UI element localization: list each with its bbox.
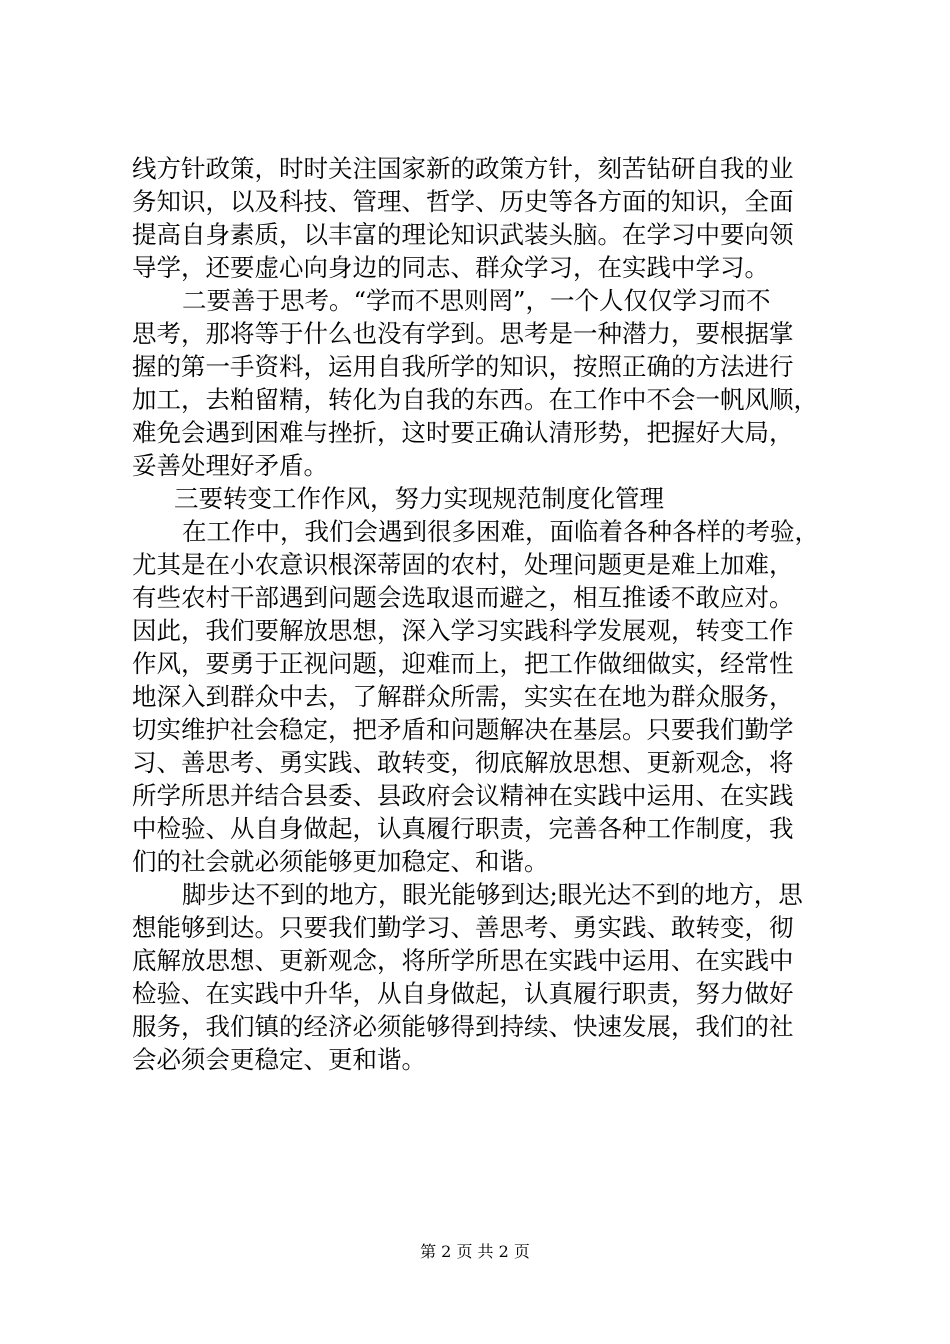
text-line: 地深入到群众中去，了解群众所需，实实在在地为群众服务， <box>132 682 794 711</box>
text-line: 因此，我们要解放思想，深入学习实践科学发展观，转变工作 <box>132 616 794 645</box>
text-line: 服务，我们镇的经济必须能够得到持续、快速发展，我们的社 <box>132 1012 794 1041</box>
text-line: 有些农村干部遇到问题会选取退而避之，相互推诿不敢应对。 <box>132 583 794 612</box>
text-line: 底解放思想、更新观念，将所学所思在实践中运用、在实践中 <box>132 946 794 975</box>
text-line: 务知识，以及科技、管理、哲学、历史等各方面的知识，全面 <box>132 187 794 216</box>
text-line: 在工作中，我们会遇到很多困难，面临着各种各样的考验， <box>182 517 819 546</box>
text-line: 三要转变工作作风，努力实现规范制度化管理 <box>174 484 664 513</box>
text-line: 线方针政策，时时关注国家新的政策方针，刻苦钻研自我的业 <box>132 154 794 183</box>
text-line: 会必须会更稳定、更和谐。 <box>132 1045 426 1074</box>
text-line: 妥善处理好矛盾。 <box>132 451 328 480</box>
document-body <box>132 152 832 1076</box>
text-line: 想能够到达。只要我们勤学习、善思考、勇实践、敢转变，彻 <box>132 913 794 942</box>
text-line: 思考，那将等于什么也没有学到。思考是一种潜力，要根据掌 <box>132 319 794 348</box>
text-line: 提高自身素质，以丰富的理论知识武装头脑。在学习中要向领 <box>132 220 794 249</box>
text-line: 导学，还要虚心向身边的同志、群众学习，在实践中学习。 <box>132 253 769 282</box>
text-line: 握的第一手资料，运用自我所学的知识，按照正确的方法进行 <box>132 352 794 381</box>
text-line: 尤其是在小农意识根深蒂固的农村，处理问题更是难上加难， <box>132 550 794 579</box>
text-line: 所学所思并结合县委、县政府会议精神在实践中运用、在实践 <box>132 781 794 810</box>
text-line: 检验、在实践中升华，从自身做起，认真履行职责，努力做好 <box>132 979 794 1008</box>
text-line: 二要善于思考。“学而不思则罔”，一个人仅仅学习而不 <box>182 286 771 315</box>
text-line: 习、善思考、勇实践、敢转变，彻底解放思想、更新观念，将 <box>132 748 794 777</box>
text-line: 中检验、从自身做起，认真履行职责，完善各种工作制度，我 <box>132 814 794 843</box>
text-line: 们的社会就必须能够更加稳定、和谐。 <box>132 847 549 876</box>
text-line: 难免会遇到困难与挫折，这时要正确认清形势，把握好大局， <box>132 418 794 447</box>
page-footer: 第 2 页 共 2 页 <box>420 1242 530 1261</box>
text-line: 作风，要勇于正视问题，迎难而上，把工作做细做实，经常性 <box>132 649 794 678</box>
text-line: 脚步达不到的地方，眼光能够到达;眼光达不到的地方，思 <box>182 880 803 909</box>
text-line: 加工，去粕留精，转化为自我的东西。在工作中不会一帆风顺， <box>132 385 818 414</box>
text-line: 切实维护社会稳定，把矛盾和问题解决在基层。只要我们勤学 <box>132 715 794 744</box>
